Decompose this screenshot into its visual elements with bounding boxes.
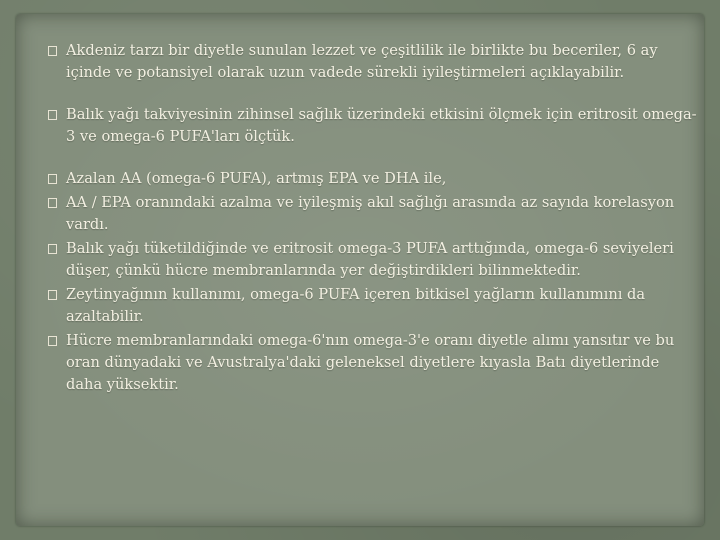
bullet-item	[48, 104, 698, 148]
bullet-item	[48, 238, 698, 282]
bullet-item	[48, 330, 698, 396]
bullet-box-icon	[48, 198, 57, 208]
bullet-box-icon	[48, 110, 57, 120]
bullet-box-icon	[48, 290, 57, 300]
bullet-text: Balık yağı tüketildiğinde ve eritrosit omega-3 PUFA arttığında, omega-6 seviyeleri düşer, çünkü hücre membranlarında yer değiştirdikleri bilinmektedir.	[66, 240, 674, 279]
bullet-text: Azalan AA (omega-6 PUFA), artmış EPA ve DHA ile,	[66, 170, 447, 187]
bullet-item	[48, 284, 698, 328]
bullet-text: Hücre membranlarındaki omega-6'nın omega-3'e oranı diyetle alımı yansıtır ve bu oran dünyadaki ve Avustralya'daki geleneksel diyetlere kıyasla Batı diyetlerinde daha yüksektir.	[66, 332, 675, 393]
bullet-text: Akdeniz tarzı bir diyetle sunulan lezzet ve çeşitlilik ile birlikte bu beceriler, 6 ay içinde ve potansiyel olarak uzun vadede sürekli iyileştirmeleri açıklayabilir.	[66, 42, 658, 81]
bullet-box-icon	[48, 174, 57, 184]
bullet-text: Balık yağı takviyesinin zihinsel sağlık üzerindeki etkisini ölçmek için eritrosit omega-3 ve omega-6 PUFA'ları ölçtük.	[66, 106, 697, 145]
bullet-text: Zeytinyağının kullanımı, omega-6 PUFA içeren bitkisel yağların kullanımını da azaltabilir.	[66, 286, 646, 325]
bullet-box-icon	[48, 244, 57, 254]
bullet-box-icon	[48, 46, 57, 56]
bullet-text: AA / EPA oranındaki azalma ve iyileşmiş akıl sağlığı arasında az sayıda korelasyon vardı.	[66, 194, 675, 233]
bullet-item	[48, 168, 698, 190]
bullet-list	[48, 40, 698, 396]
bullet-item	[48, 192, 698, 236]
bullet-box-icon	[48, 336, 57, 346]
bullet-item	[48, 40, 698, 84]
